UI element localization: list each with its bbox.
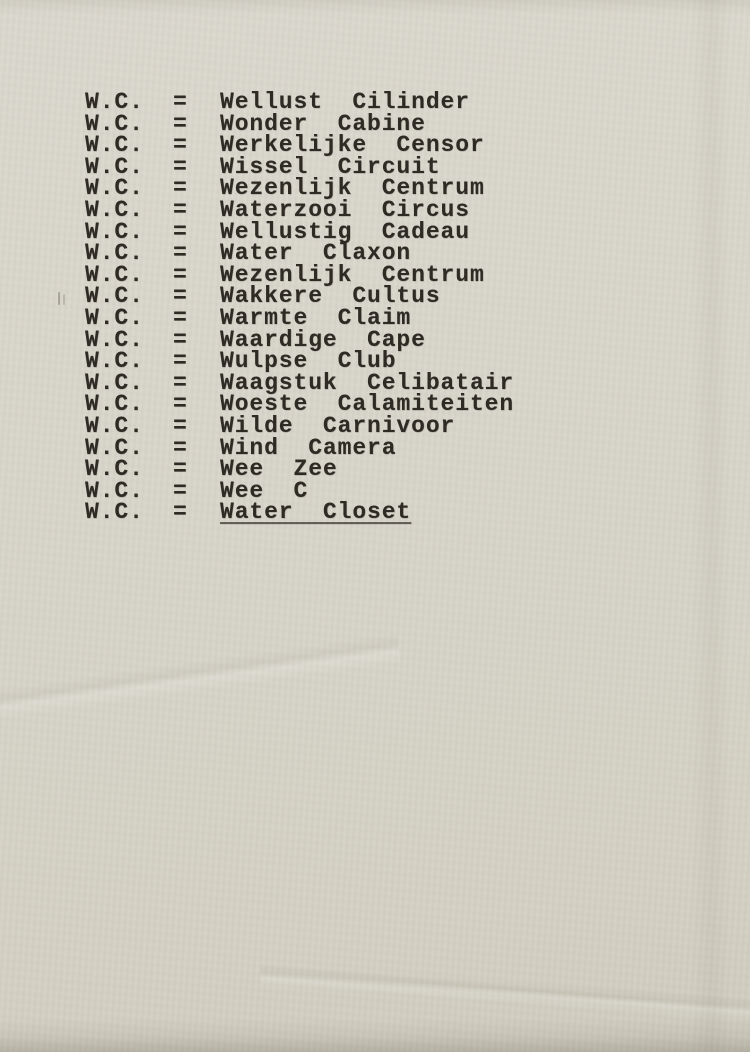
equals-separator: = <box>173 412 188 439</box>
definition-text: Wonder Cabine <box>220 110 426 137</box>
abbreviation-text: W.C. <box>85 89 144 115</box>
abbreviation-text: W.C. <box>85 434 144 461</box>
abbreviation-text: W.C. <box>85 456 144 483</box>
abbreviation-text: W.C. <box>85 326 144 353</box>
abbreviation-text: W.C. <box>85 218 144 245</box>
definition-text: Wissel Circuit <box>220 153 441 180</box>
equals-separator: = <box>173 369 188 396</box>
abbreviation-text: W.C. <box>85 110 144 137</box>
scan-edge-shadow-bottom <box>0 1018 750 1052</box>
definition-text: Wezenlijk Centrum <box>220 175 485 202</box>
definition-text: Wakkere Cultus <box>220 283 441 310</box>
abbreviation-text: W.C. <box>85 477 144 504</box>
definition-text: Wee Zee <box>220 456 338 483</box>
abbreviation-text: W.C. <box>85 240 144 267</box>
abbreviation-text: W.C. <box>85 175 144 202</box>
equals-separator: = <box>173 153 188 180</box>
abbreviation-text: W.C. <box>85 261 144 288</box>
wc-definition-list <box>85 89 515 526</box>
abbreviation-text: W.C. <box>85 304 144 331</box>
abbreviation-text: W.C. <box>85 412 144 439</box>
equals-separator: = <box>173 456 188 483</box>
equals-separator: = <box>173 196 188 223</box>
definition-text: Warmte Claim <box>220 304 412 331</box>
definition-text: Waterzooi Circus <box>220 196 470 223</box>
abbreviation-text: W.C. <box>85 283 144 310</box>
definition-text-underlined: Water Closet <box>220 499 412 526</box>
equals-separator: = <box>173 132 188 159</box>
abbreviation-text: W.C. <box>85 499 144 526</box>
paper-crease <box>258 937 750 1043</box>
abbreviation-text: W.C. <box>85 369 144 396</box>
definition-text: Waagstuk Celibatair <box>220 369 515 396</box>
abbreviation-text: W.C. <box>85 348 144 375</box>
paper-crease <box>690 0 730 1052</box>
abbreviation-text: W.C. <box>85 391 144 418</box>
equals-separator: = <box>173 240 188 267</box>
equals-separator: = <box>173 499 188 526</box>
list-row <box>85 499 514 526</box>
equals-separator: = <box>173 261 188 288</box>
equals-separator: = <box>173 218 188 245</box>
equals-separator: = <box>173 326 188 353</box>
equals-separator: = <box>173 348 188 375</box>
definition-text: Wellustig Cadeau <box>220 218 470 245</box>
definition-text: Waardige Cape <box>220 326 426 353</box>
equals-separator: = <box>173 434 188 461</box>
margin-pen-mark <box>58 292 60 305</box>
scan-edge-shadow-top <box>0 0 750 14</box>
equals-separator: = <box>173 283 188 310</box>
definition-text: Water Claxon <box>220 240 412 267</box>
equals-separator: = <box>173 304 188 331</box>
definition-text: Wee C <box>220 477 309 504</box>
equals-separator: = <box>173 477 188 504</box>
definition-text: Wezenlijk Centrum <box>220 261 485 288</box>
equals-separator: = <box>173 110 188 137</box>
abbreviation-text: W.C. <box>85 132 144 159</box>
paper-crease <box>0 589 406 756</box>
abbreviation-text: W.C. <box>85 196 144 223</box>
margin-pen-mark <box>63 294 65 305</box>
abbreviation-text: W.C. <box>85 153 144 180</box>
equals-separator: = <box>173 391 188 418</box>
definition-text: Woeste Calamiteiten <box>220 391 515 418</box>
definition-text: Wellust Cilinder <box>220 89 470 115</box>
equals-separator: = <box>173 89 188 115</box>
equals-separator: = <box>173 175 188 202</box>
definition-text: Wilde Carnivoor <box>220 412 456 439</box>
definition-text: Werkelijke Censor <box>220 132 485 159</box>
definition-text: Wind Camera <box>220 434 397 461</box>
definition-text: Wulpse Club <box>220 348 397 375</box>
